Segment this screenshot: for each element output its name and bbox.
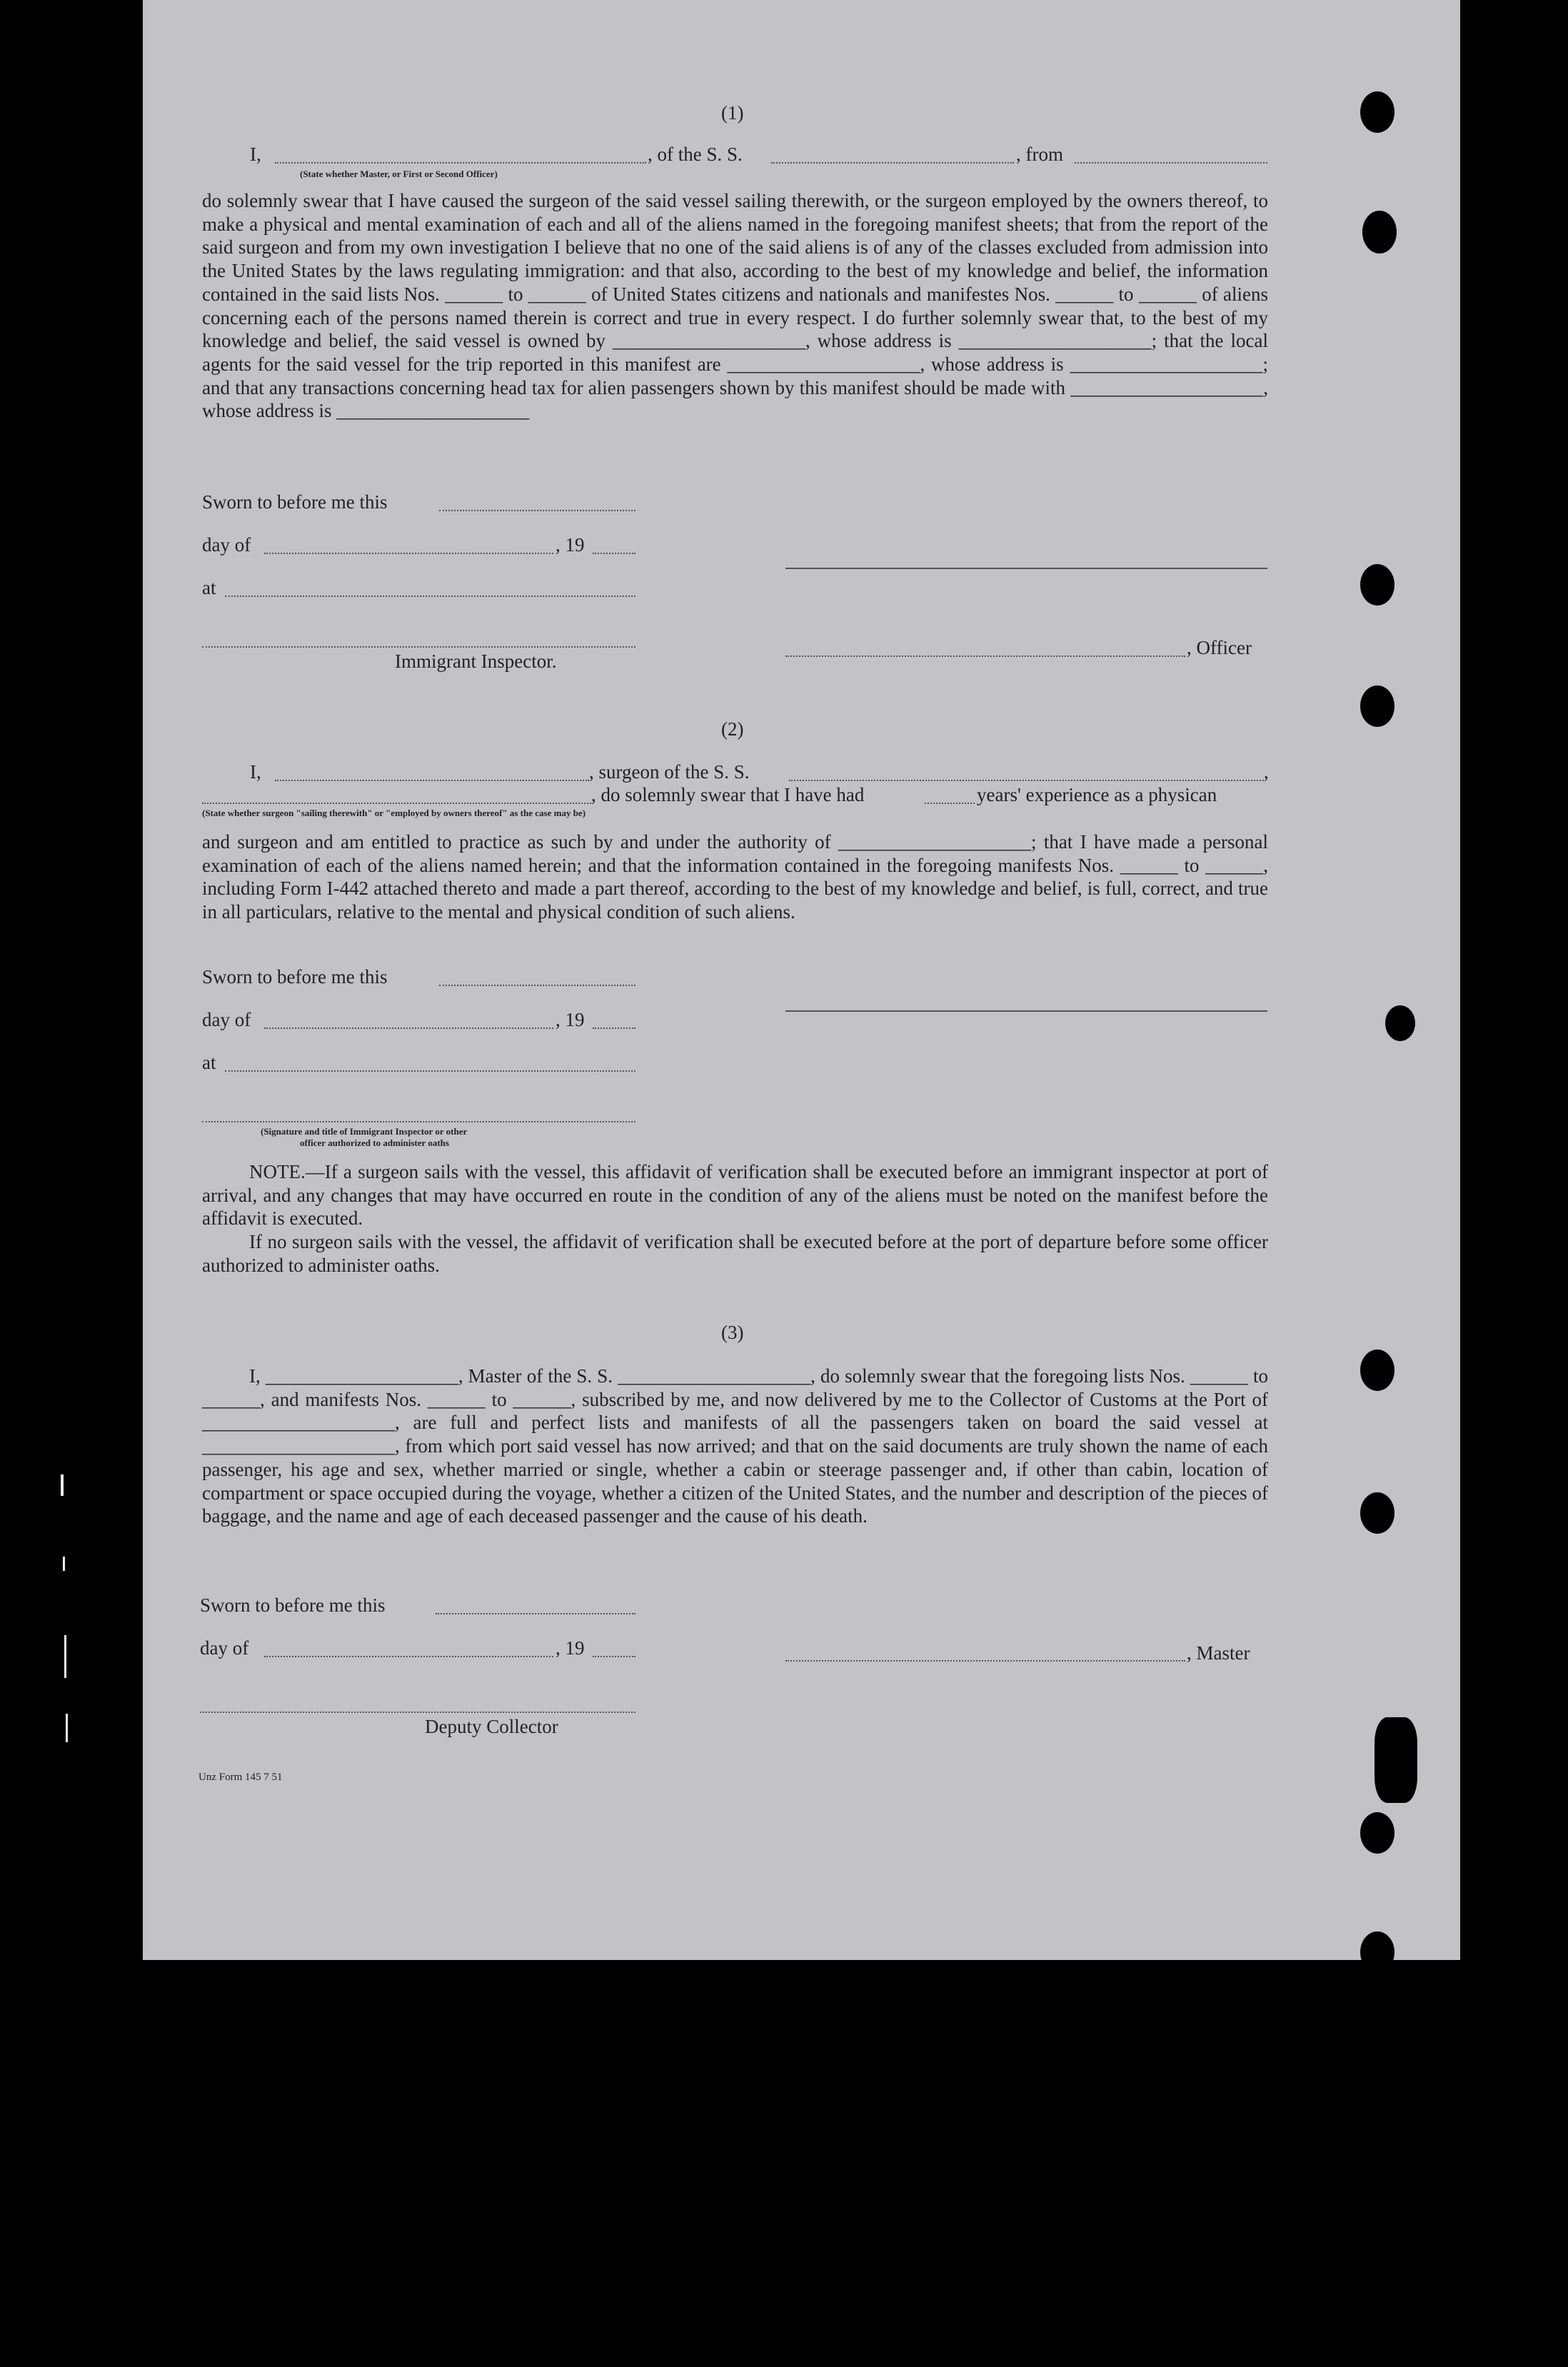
sworn-label-2: Sworn to before me this [202,966,388,987]
year-field-2[interactable] [593,1027,635,1029]
place-field-1[interactable] [225,595,635,597]
punch-hole [1360,1350,1394,1391]
speck [61,1474,64,1496]
swear-label: , do solemnly swear that I have had [591,784,865,805]
section-3-oath-text: I, ____________________, Master of the S. S. ____________________, do solemnly swear that the foregoing lists Nos. ______ to ______, and manifests Nos. ______ to ______, subscribed by me, and now delivered by me to the Collector of Customs at the Port of ____________________, are full and perfect lists and manifests of all the passengers taken on board the said vessel at ____________________, from which port said vessel has now arrived; and that on the said documents are truly shown the name of each passenger, his age and sex, whether married or single, whether a cabin or steerage passenger and, if other than cabin, location of compartment or space occupied during the voyage, whether a citizen of the United States, and the number and description of the pieces of baggage, and the name and age of each deceased passenger and the cause of his death. [202,1365,1268,1527]
surgeon-of-ss-label: , surgeon of the S. S. [589,761,750,783]
month-field-3[interactable] [264,1656,553,1657]
speck [64,1635,66,1678]
at-label-1: at [202,577,216,598]
section-2-heading: (2) [721,718,744,740]
sworn-date-field-1[interactable] [439,510,635,511]
master-signature-line[interactable] [785,1660,1185,1662]
officer-rank-field[interactable] [275,162,646,164]
section-3-heading: (3) [721,1322,744,1343]
surgeon-signature-line[interactable] [785,1010,1267,1012]
section-1-i-label: I, [250,144,261,165]
signature-note-line-2: officer authorized to administer oaths [300,1137,449,1148]
authorized-officer-signature-line[interactable] [202,1121,635,1122]
note-paragraph-1: NOTE.—If a surgeon sails with the vessel, this affidavit of verification shall be executed before an immigrant inspector at port of arrival, and any changes that may have occurred en route in the condition of any of the aliens must be noted on the manifest before the affidavit is executed. [202,1161,1268,1230]
section-1-oath-text: do solemnly swear that I have caused the surgeon of the said vessel sailing therewith, or the surgeon employed by the owners thereof, to make a physical and mental examination of each and all of the aliens named in the foregoing manifest sheets; that from the report of the said surgeon and from my own investigation I believe that no one of the said aliens is of any of the classes excluded from admission into the United States by the laws regulating immigration: and that also, according to the best of my knowledge and belief, the information contained in the said lists Nos. ______ to ______ of United States citizens and nationals and manifestes Nos. ______ to ______ of aliens concerning each of the persons named therein is correct and true in every respect. I do further solemnly swear that, to the best of my knowledge and belief, the said vessel is owned by ____________________, whose address is ____________________; that the local agents for the said vessel for the trip reported in this manifest are ____________________, whose address is ____________________; and that any transactions concerning head tax for alien passengers shown by this manifest should be made with ____________________, whose address is ____________________ [202,190,1268,422]
punch-hole [1360,564,1394,605]
master-label: , Master [1187,1642,1250,1664]
officer-rank-note: (State whether Master, or First or Second Officer) [300,169,498,179]
section-2-i-label: I, [250,761,261,783]
punch-hole [1360,1931,1394,1973]
section-1-heading: (1) [721,102,744,124]
sworn-date-field-3[interactable] [436,1613,635,1614]
surgeon-name-field[interactable] [275,780,589,781]
departure-port-field[interactable] [1075,162,1267,164]
year-label-3: , 19 [556,1637,585,1659]
punch-hole [1385,1005,1415,1041]
sworn-label-1: Sworn to before me this [202,491,388,513]
surgeon-vessel-field[interactable] [789,780,1264,781]
form-number: Unz Form 145 7 51 [198,1772,283,1783]
punch-hole [1374,1717,1417,1803]
punch-hole [1362,211,1397,253]
inspector-signature-line[interactable] [202,646,635,648]
punch-hole [1360,685,1394,727]
signature-note-line-1: (Signature and title of Immigrant Inspector or other [261,1126,468,1137]
year-label-2: , 19 [556,1009,585,1030]
year-label-1: , 19 [556,534,585,556]
vessel-name-field[interactable] [771,162,1014,164]
month-field-2[interactable] [264,1027,553,1029]
day-of-label-3: day of [200,1637,249,1659]
surgeon-status-field[interactable] [202,803,591,804]
day-of-label-1: day of [202,534,251,556]
speck [66,1714,68,1742]
year-field-3[interactable] [593,1656,635,1657]
surgeon-status-note: (State whether surgeon "sailing therewith" or "employed by owners thereof" as the case may be) [202,808,586,818]
sworn-label-3: Sworn to before me this [200,1594,386,1616]
section-2-oath-text: and surgeon and am entitled to practice as such by and under the authority of ____________________; that I have made a personal examination of each of the aliens named herein; and that the information contained in the foregoing manifests Nos. ______ to ______, including Form I-442 attached thereto and made a part thereof, according to the best of my knowledge and belief, is full, correct, and true in all particulars, relative to the mental and physical condition of such aliens. [202,831,1268,923]
deputy-collector-signature-line[interactable] [200,1712,635,1713]
comma-1: , [1264,761,1269,783]
deputy-collector-label: Deputy Collector [425,1716,558,1737]
note-paragraph-2: If no surgeon sails with the vessel, the affidavit of verification shall be executed before at the port of departure before some officer authorized to administer oaths. [202,1231,1268,1276]
place-field-2[interactable] [225,1070,635,1072]
from-label: , from [1016,144,1063,165]
of-ss-label: , of the S. S. [648,144,743,165]
years-experience-label: years' experience as a physican [977,784,1217,805]
surgeon-note-text [202,1160,1268,1277]
month-field-1[interactable] [264,553,553,554]
punch-hole [1360,1812,1394,1854]
punch-hole [1360,1492,1394,1534]
officer-signature-line-2[interactable] [785,655,1185,657]
day-of-label-2: day of [202,1009,251,1030]
years-experience-field[interactable] [925,803,975,804]
year-field-1[interactable] [593,553,635,554]
punch-hole [1360,91,1394,133]
immigrant-inspector-label: Immigrant Inspector. [395,650,557,672]
speck [63,1557,65,1571]
sworn-date-field-2[interactable] [439,985,635,986]
officer-signature-line-1[interactable] [785,568,1267,569]
at-label-2: at [202,1052,216,1073]
officer-label: , Officer [1187,637,1252,658]
